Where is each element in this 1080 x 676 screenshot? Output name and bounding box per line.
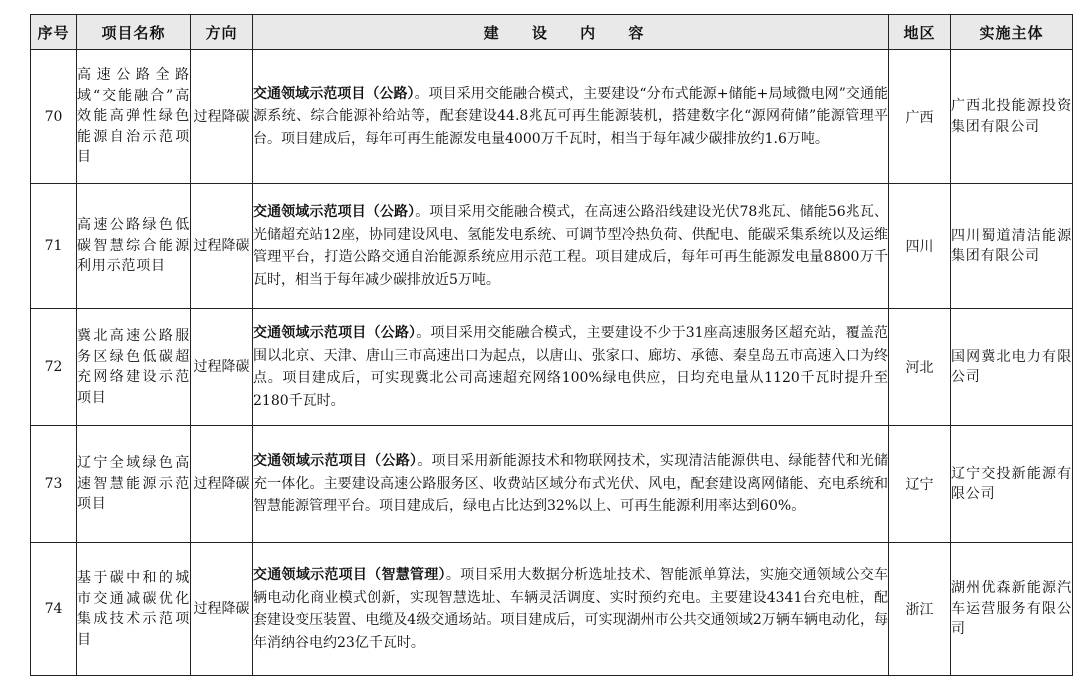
header-content: 建 设 内 容 bbox=[253, 15, 889, 50]
row-num: 71 bbox=[31, 184, 77, 309]
table-row bbox=[31, 309, 1073, 426]
header-owner: 实施主体 bbox=[951, 15, 1073, 50]
project-content bbox=[253, 184, 889, 309]
project-direction: 过程降碳 bbox=[191, 309, 253, 426]
table-row bbox=[31, 426, 1073, 543]
project-description: 。项目采用交能融合模式，主要建设不少于31座高速服务区超充站，覆盖范围以北京、天津、唐山三市高速出口为起点，以唐山、张家口、廊坊、承德、秦皇岛五市高速入口为终点。项目建成后，可实现冀北公司高速超充网络100%绿电供应，日均充电量从1120千瓦时提升至2180千瓦时。 bbox=[253, 325, 889, 409]
project-content bbox=[253, 426, 889, 543]
project-region: 浙江 bbox=[889, 543, 951, 676]
project-content bbox=[253, 50, 889, 184]
row-num: 73 bbox=[31, 426, 77, 543]
project-description: 。项目采用新能源技术和物联网技术，实现清洁能源供电、绿能替代和光储充一体化。主要建设高速公路服务区、收费站区域分布式光伏、风电，配套建设离网储能、充电系统和智慧能源管理平台。项目建成后，绿电占比达到32%以上、可再生能源利用率达到60%。 bbox=[253, 453, 889, 515]
header-name: 项目名称 bbox=[77, 15, 191, 50]
project-owner: 辽宁交投新能源有限公司 bbox=[951, 426, 1073, 543]
project-category: 交通领域示范项目（公路） bbox=[253, 85, 415, 102]
project-name: 辽宁全域绿色高速智慧能源示范项目 bbox=[77, 426, 191, 543]
project-direction: 过程降碳 bbox=[191, 184, 253, 309]
project-description: 。项目采用交能融合模式，主要建设“分布式能源+储能+局域微电网”交通能源系统、综合能源补给站等，配套建设44.8兆瓦可再生能源装机，搭建数字化“源网荷储”能源管理平台。项目建成后，每年可再生能源发电量4000万千瓦时，相当于每年减少碳排放约1.6万吨。 bbox=[253, 85, 888, 147]
project-region: 四川 bbox=[889, 184, 951, 309]
project-category: 交通领域示范项目（公路） bbox=[253, 204, 416, 220]
project-direction: 过程降碳 bbox=[191, 543, 253, 676]
project-name: 冀北高速公路服务区绿色低碳超充网络建设示范项目 bbox=[77, 309, 191, 426]
project-owner: 湖州优森新能源汽车运营服务有限公司 bbox=[951, 543, 1073, 676]
project-region: 广西 bbox=[889, 50, 951, 184]
project-description: 。项目采用大数据分析选址技术、智能派单算法，实施交通领域公交车辆电动化商业模式创新，实现智慧选址、车辆灵活调度、实时预约充电。主要建设4341台充电桩，配套建设变压装置、电缆及4级交通场站。项目建成后，可实现湖州市公共交通领域2万辆车辆电动化，每年消纳谷电约23亿千瓦时。 bbox=[253, 567, 889, 651]
project-category: 交通领域示范项目（公路） bbox=[253, 453, 418, 470]
project-category: 交通领域示范项目（公路） bbox=[253, 325, 417, 341]
table-row bbox=[31, 184, 1073, 309]
project-direction: 过程降碳 bbox=[191, 50, 253, 184]
project-direction: 过程降碳 bbox=[191, 426, 253, 543]
header-region: 地区 bbox=[889, 15, 951, 50]
project-description: 。项目采用交能融合模式，在高速公路沿线建设光伏78兆瓦、储能56兆瓦、光储超充站12座，协同建设风电、氢能发电系统、可调节型冷热负荷、供配电、能碳采集系统以及运维管理平台，打造公路交通自治能源系统应用示范工程。项目建成后，每年可再生能源发电量8800万千瓦时，相当于每年减少碳排放近5万吨。 bbox=[253, 204, 889, 288]
header-row bbox=[31, 15, 1073, 50]
row-num: 74 bbox=[31, 543, 77, 676]
project-name: 基于碳中和的城市交通减碳优化集成技术示范项目 bbox=[77, 543, 191, 676]
project-name: 高速公路绿色低碳智慧综合能源利用示范项目 bbox=[77, 184, 191, 309]
project-region: 河北 bbox=[889, 309, 951, 426]
project-name: 高速公路全路域“交能融合”高效能高弹性绿色能源自治示范项目 bbox=[77, 50, 191, 184]
project-region: 辽宁 bbox=[889, 426, 951, 543]
project-content bbox=[253, 309, 889, 426]
table-row bbox=[31, 50, 1073, 184]
project-owner: 广西北投能源投资集团有限公司 bbox=[951, 50, 1073, 184]
project-owner: 国网冀北电力有限公司 bbox=[951, 309, 1073, 426]
row-num: 70 bbox=[31, 50, 77, 184]
header-direction: 方向 bbox=[191, 15, 253, 50]
project-owner: 四川蜀道清洁能源集团有限公司 bbox=[951, 184, 1073, 309]
row-num: 72 bbox=[31, 309, 77, 426]
projects-table bbox=[30, 14, 1073, 676]
header-num: 序号 bbox=[31, 15, 77, 50]
project-category: 交通领域示范项目（智慧管理） bbox=[253, 567, 446, 583]
project-content bbox=[253, 543, 889, 676]
table-row bbox=[31, 543, 1073, 676]
